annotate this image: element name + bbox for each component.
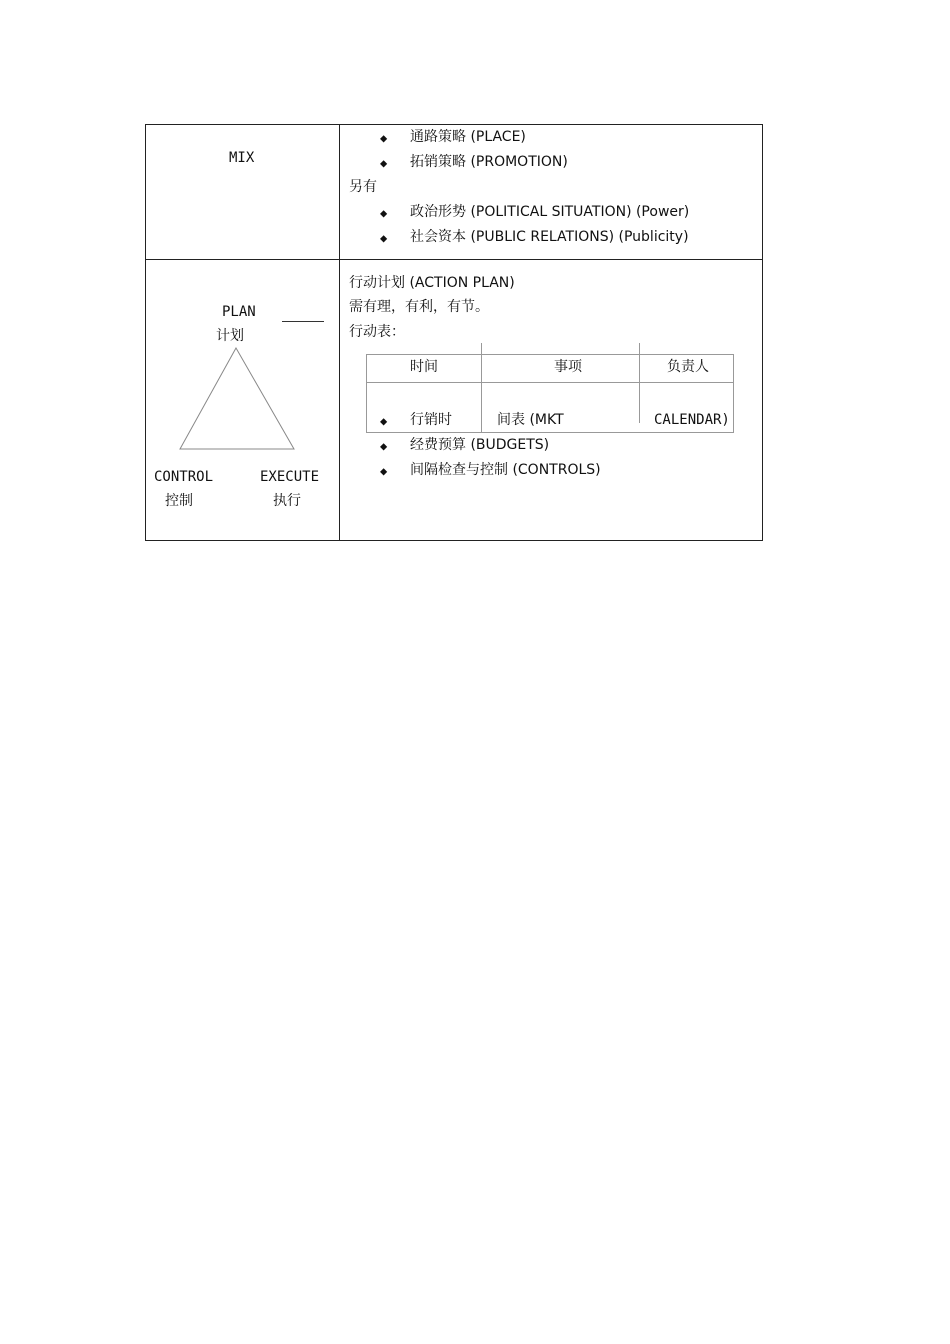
plan-triangle-diagram [175, 345, 300, 455]
schedule-header-item: 事项 [554, 359, 582, 375]
list-item-place: 通路策略 (PLACE) [410, 129, 526, 145]
schedule-cell-item: 间表 (MKT [497, 412, 564, 428]
control-en-label: CONTROL [154, 469, 214, 485]
schedule-header-divider [366, 382, 734, 383]
list-item-budgets: 经费预算 (BUDGETS) [410, 437, 550, 453]
bullet-icon: ◆ [380, 206, 388, 220]
action-plan-title: 行动计划 (ACTION PLAN) [349, 275, 515, 291]
list-item-promotion: 拓销策略 (PROMOTION) [410, 154, 568, 170]
mix-label: MIX [229, 150, 255, 166]
plan-connector-line [282, 321, 324, 322]
execute-cn-label: 执行 [273, 493, 301, 509]
plan-en-label: PLAN [222, 304, 256, 320]
bullet-icon: ◆ [380, 156, 388, 170]
column-divider [339, 124, 340, 541]
execute-en-label: EXECUTE [260, 469, 320, 485]
requirement-text: 需有理，有利，有节。 [349, 299, 489, 315]
schedule-header-owner: 负责人 [667, 359, 709, 375]
list-item-public-relations: 社会资本 (PUBLIC RELATIONS) (Publicity) [410, 229, 689, 245]
list-item-political: 政治形势 (POLITICAL SITUATION) (Power) [410, 204, 690, 220]
bullet-icon: ◆ [380, 414, 388, 428]
schedule-cell-time: 行销时 [410, 412, 452, 428]
schedule-label: 行动表： [349, 324, 405, 340]
plan-cn-label: 计划 [216, 328, 244, 344]
schedule-col-divider [639, 343, 640, 423]
schedule-cell-owner: CALENDAR) [654, 412, 730, 428]
bullet-icon: ◆ [380, 464, 388, 478]
triangle-shape [180, 348, 294, 449]
list-item-controls: 间隔检查与控制 (CONTROLS) [410, 462, 601, 478]
bullet-icon: ◆ [380, 131, 388, 145]
schedule-header-time: 时间 [410, 359, 438, 375]
schedule-col-divider [481, 343, 482, 433]
bullet-icon: ◆ [380, 439, 388, 453]
bullet-icon: ◆ [380, 231, 388, 245]
row-divider [145, 259, 763, 260]
control-cn-label: 控制 [165, 493, 193, 509]
also-label: 另有 [349, 179, 377, 195]
